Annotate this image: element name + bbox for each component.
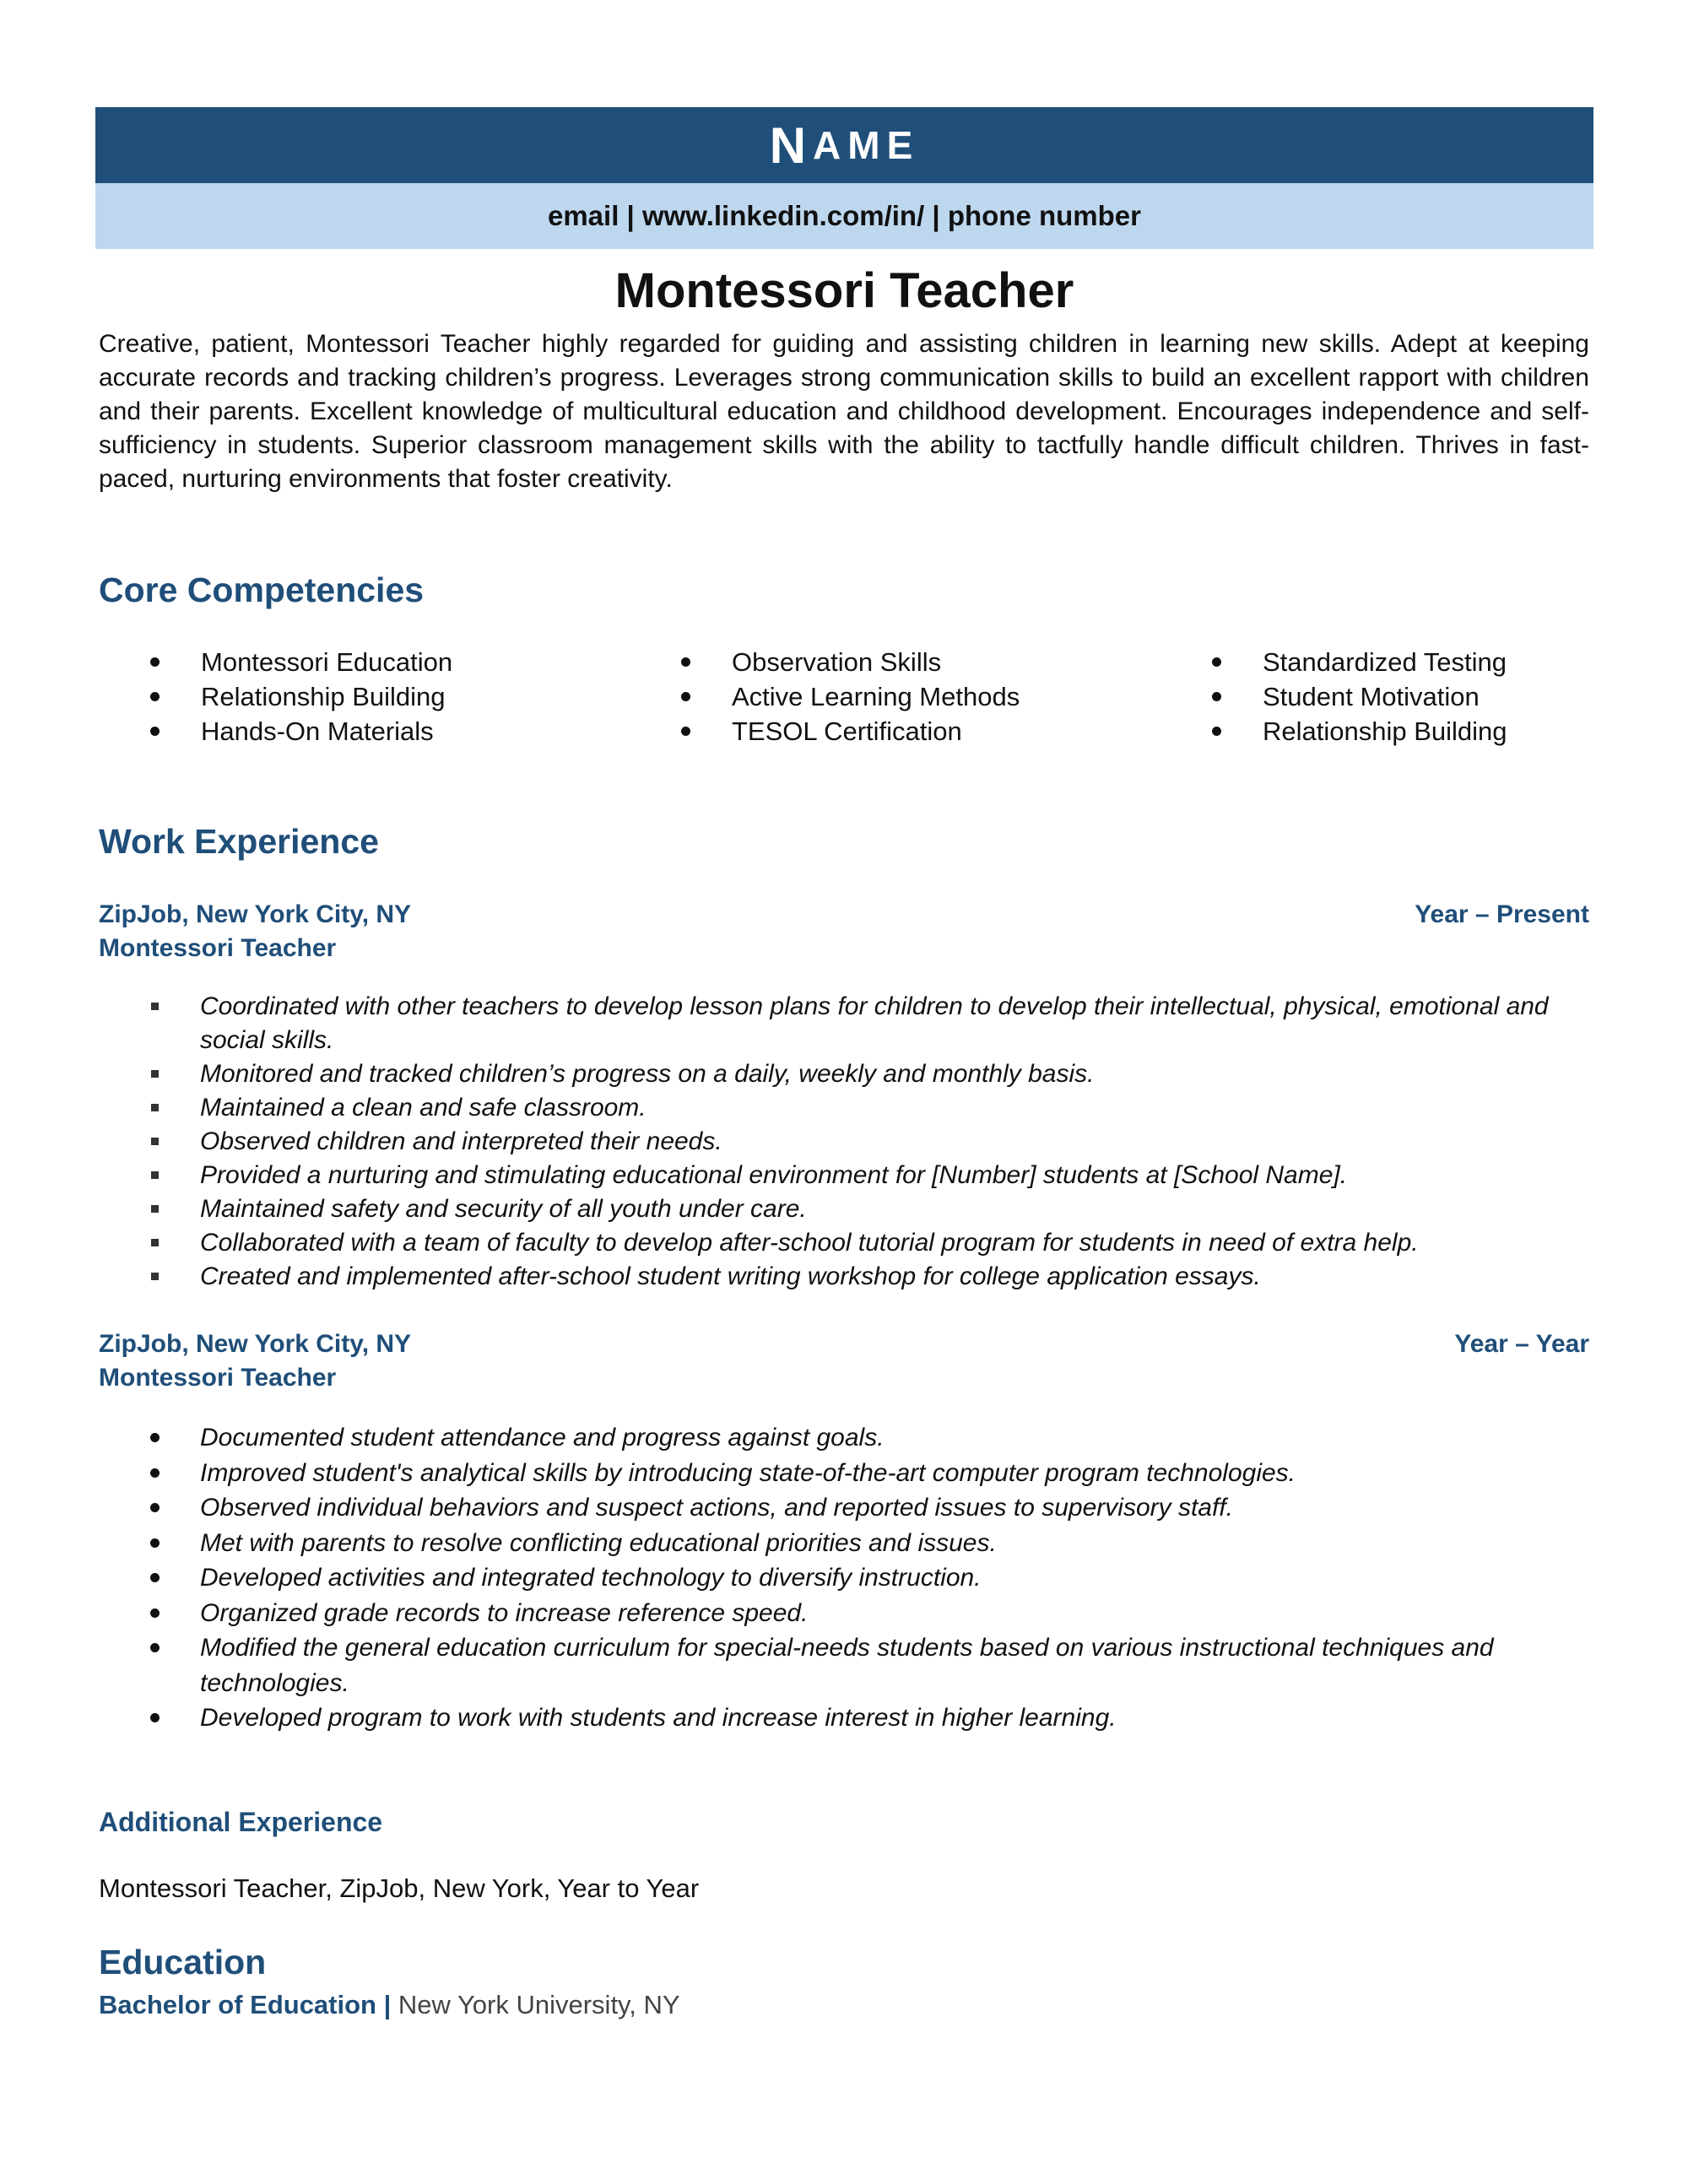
name-initial: N [769,116,814,174]
bullet-icon [681,727,690,736]
school-name: New York University, NY [398,1990,680,2019]
bullet-icon [681,692,690,701]
square-bullet-icon [151,1138,159,1145]
square-bullet-icon [151,1273,159,1280]
list-item: Met with parents to resolve conflicting educational priorities and issues. [149,1526,1589,1561]
competency-item: Relationship Building [1212,714,1507,749]
bullet-icon [150,727,160,736]
bullet-icon [150,1468,160,1478]
resume-title: Montessori Teacher [614,263,1074,318]
bullet-icon [150,1713,160,1722]
list-item: Improved student's analytical skills by introducing state-of-the-art computer program technologies. [149,1456,1589,1491]
list-item: Observed individual behaviors and suspect actions, and reported issues to supervisory staff. [149,1490,1589,1526]
square-bullet-icon [151,1104,159,1111]
job-company: ZipJob, New York City, NY [99,900,412,928]
job-header [99,898,1589,932]
job-dates: Year – Present [1415,900,1589,928]
name-rest: AME [813,123,920,167]
degree-name: Bachelor of Education | [99,1990,392,2019]
list-item: Created and implemented after-school student writing workshop for college application essays. [149,1260,1589,1294]
list-item: Modified the general education curriculum for special-needs students based on various instructional techniques and technologies. [149,1630,1589,1700]
list-item: Organized grade records to increase reference speed. [149,1596,1589,1631]
bullet-icon [681,657,690,667]
competency-item: Student Motivation [1212,679,1507,714]
competency-item: Hands-On Materials [150,714,452,749]
additional-experience-heading: Additional Experience [99,1807,383,1837]
square-bullet-icon [151,1239,159,1246]
bullet-icon [150,1608,160,1618]
competency-column-3 [1212,645,1507,749]
bullet-icon [150,1538,160,1548]
bullet-icon [1212,727,1221,736]
list-item: Monitored and tracked children’s progress on a daily, weekly and monthly basis. [149,1057,1589,1091]
work-experience-heading: Work Experience [99,822,379,861]
education-entry [99,1988,680,2022]
square-bullet-icon [151,1171,159,1179]
job-company: ZipJob, New York City, NY [99,1330,412,1358]
competency-item: Standardized Testing [1212,645,1507,679]
list-item: Coordinated with other teachers to develop lesson plans for children to develop their intellectual, physical, emotional and social skills. [149,990,1589,1057]
competency-item: Relationship Building [150,679,452,714]
job-role: Montessori Teacher [99,934,337,962]
job-duties-list [149,1420,1589,1736]
bullet-icon [1212,692,1221,701]
competency-column-1 [150,645,452,749]
job-role: Montessori Teacher [99,1364,337,1392]
core-competencies-heading: Core Competencies [99,570,425,609]
list-item: Observed children and interpreted their needs. [149,1125,1589,1159]
list-item: Collaborated with a team of faculty to develop after-school tutorial program for students in need of extra help. [149,1226,1589,1260]
competency-item: Montessori Education [150,645,452,679]
additional-experience-text: Montessori Teacher, ZipJob, New York, Year to Year [99,1873,700,1903]
job-duties-list [149,990,1589,1294]
bullet-icon [150,1503,160,1512]
list-item: Documented student attendance and progress against goals. [149,1420,1589,1456]
bullet-icon [150,1643,160,1652]
name-banner [95,107,1593,183]
competency-item: Observation Skills [681,645,1020,679]
square-bullet-icon [151,1070,159,1078]
bullet-icon [1212,657,1221,667]
bullet-icon [150,1573,160,1582]
education-heading: Education [99,1943,267,1981]
square-bullet-icon [151,1003,159,1010]
bullet-icon [150,1433,160,1442]
bullet-icon [150,692,160,701]
contact-line: email | www.linkedin.com/in/ | phone number [95,183,1593,249]
list-item: Provided a nurturing and stimulating educational environment for [Number] students at [School Name]. [149,1159,1589,1192]
competency-item: TESOL Certification [681,714,1020,749]
competency-column-2 [681,645,1020,749]
list-item: Developed activities and integrated technology to diversify instruction. [149,1560,1589,1596]
list-item: Maintained safety and security of all youth under care. [149,1192,1589,1226]
competency-item: Active Learning Methods [681,679,1020,714]
list-item: Developed program to work with students and increase interest in higher learning. [149,1700,1589,1736]
list-item: Maintained a clean and safe classroom. [149,1091,1589,1125]
square-bullet-icon [151,1205,159,1213]
job-dates: Year – Year [1454,1330,1589,1358]
bullet-icon [150,657,160,667]
job-header [99,1327,1589,1361]
summary-paragraph: Creative, patient, Montessori Teacher highly regarded for guiding and assisting children in learning new skills. Adept at keeping accurate records and tracking children’s progress. Leverages strong communication skills to build an excellent rapport with children and their parents. Excellent knowledge of multicultural education and childhood development. Encourages independence and self-sufficiency in students. Superior classroom management skills with the ability to tactfully handle difficult children. Thrives in fast-paced, nurturing environments that foster creativity. [99,330,1589,493]
